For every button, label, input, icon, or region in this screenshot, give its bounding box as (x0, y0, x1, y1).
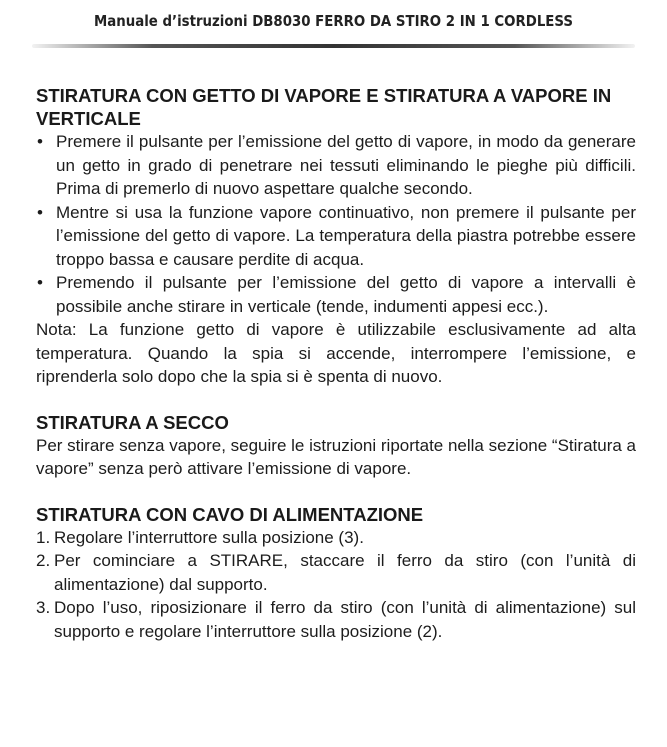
page-header-title: Manuale d’istruzioni DB8030 FERRO DA STIRO 2 IN 1 CORDLESS (93, 12, 574, 30)
bullet-text: Mentre si usa la funzione vapore continuativo, non premere il pulsante per l’emissione del getto di vapore. La temperatura della piastra potrebbe essere troppo bassa e causare perdite di acqua. (56, 202, 636, 269)
bullet-item (36, 271, 636, 318)
list-item (36, 549, 636, 596)
section-paragraph: Per stirare senza vapore, seguire le istruzioni riportate nella sezione “Stiratura a vapore” senza però attivare l’emissione di vapore. (36, 435, 637, 478)
header-divider (32, 44, 635, 48)
bullet-marker: • (37, 273, 43, 292)
section-heading: STIRATURA CON CAVO DI ALIMENTAZIONE (36, 503, 424, 525)
step-number: 2. (36, 551, 51, 570)
step-text: Per cominciare a STIRARE, staccare il ferro da stiro (con l’unità di alimentazione) dal supporto. (54, 551, 636, 594)
step-text: Regolare l’interruttore sulla posizione (3). (54, 527, 364, 547)
bullet-text: Premendo il pulsante per l’emissione del getto di vapore a intervalli è possibile anche stirare in verticale (tende, indumenti appesi ecc.). (56, 273, 636, 316)
step-number: 3. (36, 598, 51, 617)
page-content (36, 84, 636, 665)
note-paragraph: Nota: La funzione getto di vapore è utilizzabile esclusivamente ad alta temperatura. Quando la spia si accende, interrompere l’emissione, e riprenderla solo dopo che la spia si è spenta di nuovo. (36, 320, 636, 386)
section-corded-ironing (36, 503, 636, 644)
bullet-marker: • (37, 202, 43, 222)
step-number: 1. (36, 527, 51, 547)
numbered-list (36, 526, 636, 644)
bullet-list (36, 130, 636, 318)
bullet-item (36, 130, 636, 201)
step-text: Dopo l’uso, riposizionare il ferro da stiro (con l’unità di alimentazione) sul supporto e regolare l’interruttore sulla posizione (2). (54, 598, 636, 641)
bullet-marker: • (37, 132, 43, 151)
section-heading: STIRATURA A SECCO (36, 411, 229, 433)
bullet-item (36, 201, 636, 272)
section-heading: STIRATURA CON GETTO DI VAPORE E STIRATURA A VAPORE IN VERTICALE (36, 85, 612, 129)
section-steam-jet (36, 84, 636, 389)
section-dry-ironing (36, 411, 636, 481)
bullet-text: Premere il pulsante per l’emissione del getto di vapore, in modo da generare un getto in grado di penetrare nei tessuti eliminando le pieghe più difficili. Prima di premerlo di nuovo aspettare qualche secondo. (56, 132, 636, 198)
list-item (36, 526, 636, 550)
list-item (36, 596, 636, 643)
